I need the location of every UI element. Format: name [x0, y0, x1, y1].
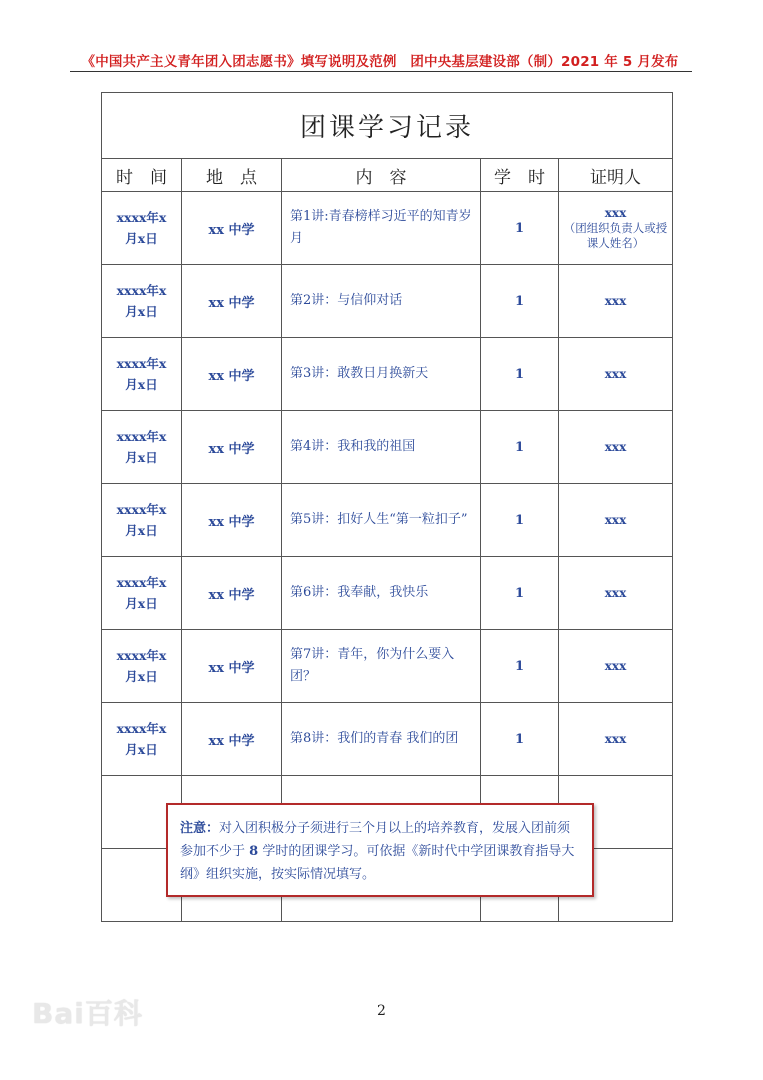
note-text-after: 学时的团课学习。可依据《新时代中学团课教育指导大纲》组织实施，按实际情况填写。: [180, 844, 575, 882]
witness-cell: xxx （团组织负责人或授课人姓名）: [559, 192, 673, 265]
column-header-place: 地 点: [182, 159, 282, 192]
header-rule: [70, 71, 692, 72]
baike-watermark: Bai百科: [32, 997, 143, 1030]
content-cell: 第8讲：我们的青春 我们的团: [282, 703, 481, 776]
content-cell: 第4讲：我和我的祖国: [282, 411, 481, 484]
place-cell: xx 中学: [182, 192, 282, 265]
content-cell: 第5讲：扣好人生“第一粒扣子”: [282, 484, 481, 557]
witness-cell: xxx: [559, 630, 673, 703]
table-row: [102, 484, 673, 557]
witness-cell: xxx: [559, 703, 673, 776]
table-row: [102, 338, 673, 411]
date-cell: xxxx年x 月x日: [102, 703, 182, 776]
hours-cell: 1: [481, 484, 559, 557]
place-cell: xx 中学: [182, 557, 282, 630]
column-header-time: 时 间: [102, 159, 182, 192]
date-cell: xxxx年x 月x日: [102, 484, 182, 557]
place-cell: xx 中学: [182, 630, 282, 703]
date-cell: xxxx年x 月x日: [102, 557, 182, 630]
hours-cell: 1: [481, 557, 559, 630]
place-cell: xx 中学: [182, 484, 282, 557]
table-title: 团课学习记录: [102, 93, 673, 159]
witness-cell: xxx: [559, 265, 673, 338]
page-number: 2: [377, 1003, 386, 1019]
study-record-table-wrap: [101, 92, 672, 922]
note-label: 注意：: [180, 821, 220, 836]
date-cell: xxxx年x 月x日: [102, 411, 182, 484]
table-row: [102, 411, 673, 484]
hours-cell: 1: [481, 703, 559, 776]
place-cell: xx 中学: [182, 265, 282, 338]
hours-cell: 1: [481, 192, 559, 265]
table-row: [102, 703, 673, 776]
witness-cell: xxx: [559, 484, 673, 557]
date-cell: xxxx年x 月x日: [102, 338, 182, 411]
note-text-before: 对入团积极分子须进行三个月以上的培养教育，发展入团前须参加不少于: [180, 821, 571, 859]
hours-cell: 1: [481, 338, 559, 411]
document-header: 《中国共产主义青年团入团志愿书》填写说明及范例 团中央基层建设部（制）2021 年 5 月发布: [81, 54, 679, 70]
study-record-table: [101, 92, 673, 922]
witness-cell: xxx: [559, 411, 673, 484]
hours-cell: 1: [481, 630, 559, 703]
note-box: [166, 803, 594, 897]
table-row: [102, 192, 673, 265]
place-cell: xx 中学: [182, 703, 282, 776]
place-cell: xx 中学: [182, 338, 282, 411]
witness-cell: xxx: [559, 557, 673, 630]
date-cell: xxxx年x 月x日: [102, 630, 182, 703]
content-cell: 第2讲：与信仰对话: [282, 265, 481, 338]
table-row: [102, 630, 673, 703]
content-cell: 第1讲:青春榜样习近平的知青岁月: [282, 192, 481, 265]
witness-cell: xxx: [559, 338, 673, 411]
column-header-hours: 学 时: [481, 159, 559, 192]
note-number: 8: [249, 844, 259, 859]
column-header-content: 内 容: [282, 159, 481, 192]
table-row: [102, 265, 673, 338]
content-cell: 第7讲：青年，你为什么要入团？: [282, 630, 481, 703]
place-cell: xx 中学: [182, 411, 282, 484]
date-cell: xxxx年x 月x日: [102, 265, 182, 338]
hours-cell: 1: [481, 411, 559, 484]
date-cell: xxxx年x 月x日: [102, 192, 182, 265]
content-cell: 第3讲：敢教日月换新天: [282, 338, 481, 411]
hours-cell: 1: [481, 265, 559, 338]
column-header-witness: 证明人: [559, 159, 673, 192]
content-cell: 第6讲：我奉献，我快乐: [282, 557, 481, 630]
witness-note: （团组织负责人或授课人姓名）: [563, 220, 668, 250]
table-row: [102, 557, 673, 630]
